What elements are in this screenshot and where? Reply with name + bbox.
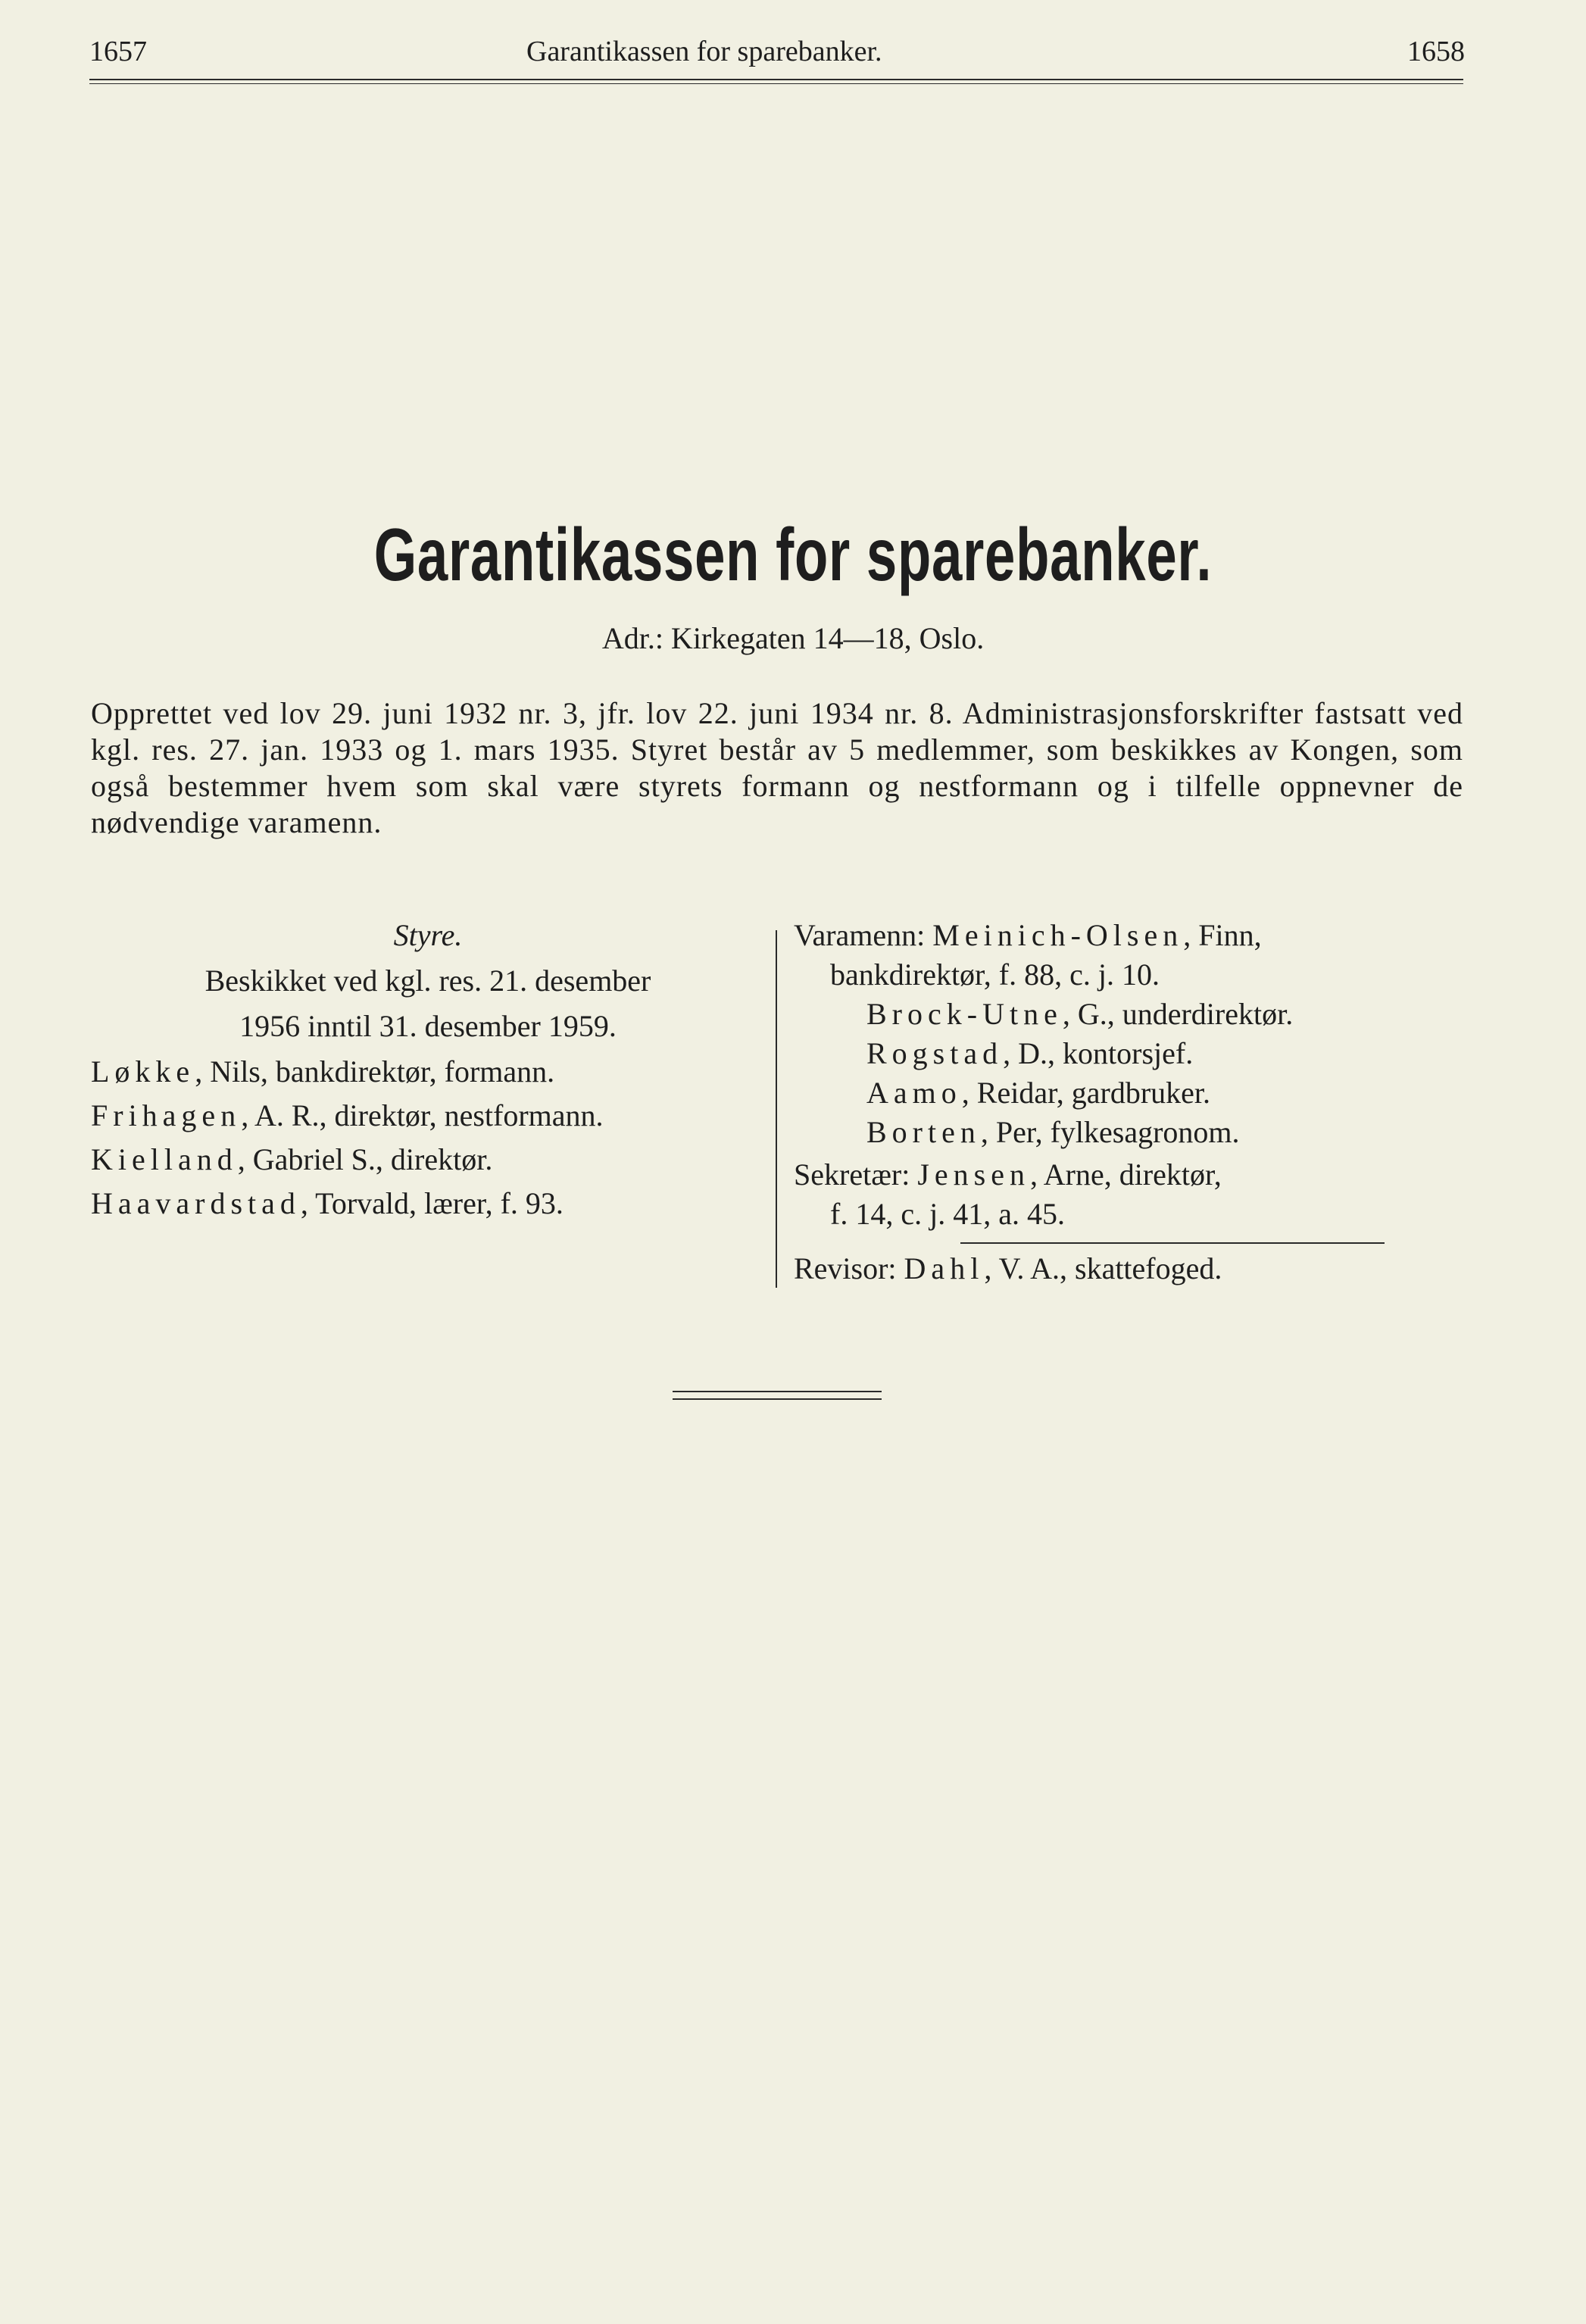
address: Adr.: Kirkegaten 14—18, Oslo. (601, 621, 985, 655)
appointed-line-2: 1956 inntil 31. desember 1959. (239, 1009, 617, 1043)
varamann-details: , Per, fylkesagronom. (980, 1115, 1240, 1149)
varamann-entry (794, 1036, 1468, 1071)
varamenn-column (794, 918, 1468, 1291)
revisor-name: Dahl (904, 1251, 985, 1285)
varamann-entry (794, 1115, 1468, 1150)
member-name: Haavardstad (91, 1186, 301, 1220)
intro-paragraph (91, 695, 1463, 841)
varamann-name: Meinich-Olsen (932, 918, 1184, 952)
varamenn-label: Varamenn: (794, 918, 933, 952)
board-member (91, 1054, 765, 1089)
varamenn-first-continuation: bankdirektør, f. 88, c. j. 10. (830, 957, 1160, 992)
appointed-line-1: Beskikket ved kgl. res. 21. desember (204, 964, 651, 998)
board-member (91, 1098, 765, 1133)
sekretaer-name: Jensen (917, 1157, 1030, 1192)
sekretaer-details: , Arne, direktør, (1029, 1157, 1222, 1192)
running-head-title: Garantikassen for sparebanker. (526, 36, 882, 67)
sekretaer-continuation: f. 14, c. j. 41, a. 45. (830, 1197, 1065, 1231)
page-number-left: 1657 (89, 36, 147, 67)
varamenn-first-line (794, 918, 1468, 953)
styre-heading: Styre. (393, 918, 463, 952)
varamann-name: Brock-Utne (866, 997, 1063, 1031)
varamann-details: , Finn, (1183, 918, 1262, 952)
varamann-entry (794, 997, 1468, 1032)
bleed-through-heading-1 (227, 339, 1363, 408)
member-details: , A. R., direktør, nestformann. (241, 1098, 604, 1132)
member-name: Frihagen (91, 1098, 242, 1132)
member-name: Løkke (91, 1054, 195, 1089)
varamann-name: Rogstad (866, 1036, 1004, 1070)
sekretaer-label: Sekretær: (794, 1157, 918, 1192)
page-title: Garantikassen for sparebanker. (373, 513, 1213, 596)
header-rule-top (89, 79, 1463, 80)
intro-text: Opprettet ved lov 29. juni 1932 nr. 3, jfr. lov 22. juni 1934 nr. 8. Administrasjonsforskrifter fastsatt ved kgl. res. 27. jan. 1933 og 1. mars 1935. Styret består av 5 medlemmer, som beskikkes av Kongen, som også bestemmer hvem som skal være styrets formann og nestformann og i tilfelle oppnevner de nødvendige varamenn. (91, 696, 1463, 839)
section-end-rule-bottom (673, 1398, 882, 1400)
revisor-details: , V. A., skattefoged. (984, 1251, 1222, 1285)
varamann-name: Aamo (866, 1076, 962, 1110)
revisor-label: Revisor: (794, 1251, 904, 1285)
member-details: , Torvald, lærer, f. 93. (300, 1186, 564, 1220)
varamann-name: Borten (866, 1115, 981, 1149)
member-name: Kielland (91, 1142, 238, 1176)
section-end-rule-top (673, 1391, 882, 1392)
styre-column (91, 918, 765, 1230)
varamann-details: , Reidar, gardbruker. (961, 1076, 1211, 1110)
column-divider (776, 930, 777, 1288)
board-member (91, 1142, 765, 1177)
revisor-rule (960, 1242, 1385, 1244)
sekretaer-line (794, 1157, 1468, 1192)
board-member (91, 1186, 765, 1221)
revisor-line (794, 1251, 1468, 1286)
member-details: , Nils, bankdirektør, formann. (195, 1054, 555, 1089)
varamann-details: , D., kontorsjef. (1003, 1036, 1194, 1070)
page-number-right: 1658 (1407, 36, 1465, 67)
varamann-details: , G., underdirektør. (1062, 997, 1294, 1031)
varamann-entry (794, 1076, 1468, 1110)
header-rule-bottom (89, 83, 1463, 84)
member-details: , Gabriel S., direktør. (237, 1142, 493, 1176)
